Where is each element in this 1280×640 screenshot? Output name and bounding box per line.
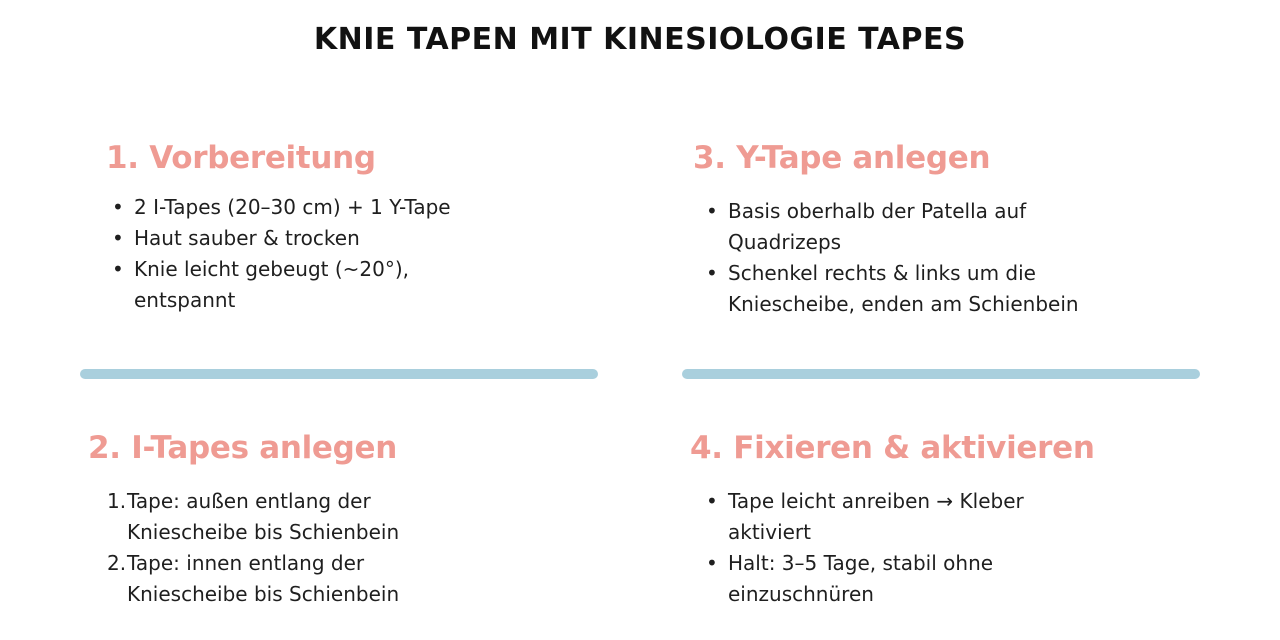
preparation-list [108, 192, 468, 316]
list-item: • 2 I-Tapes (20–30 cm) + 1 Y-Tape [108, 192, 468, 223]
list-number: 2. [107, 551, 127, 575]
list-item-text: Tape: außen entlang der Kniescheibe bis Schienbein [127, 489, 400, 544]
section-fixing [690, 430, 1250, 610]
list-number: 1. [107, 489, 127, 513]
section-heading-i-tapes: 2. I-Tapes anlegen [88, 430, 398, 466]
i-tapes-list [107, 486, 427, 610]
list-item: • Haut sauber & trocken [108, 223, 468, 254]
section-i-tapes [88, 430, 588, 610]
list-item: • Basis oberhalb der Patella auf Quadrizeps [702, 196, 1102, 258]
section-heading-fixing: 4. Fixieren & aktivieren [690, 430, 1095, 466]
list-item: • Schenkel rechts & links um die Kniescheibe, enden am Schienbein [702, 258, 1102, 320]
page-title: KNIE TAPEN MIT KINESIOLOGIE TAPES [313, 22, 967, 57]
divider-left [80, 369, 598, 379]
fixing-list [702, 486, 1062, 610]
list-item [107, 486, 427, 548]
section-heading-y-tape: 3. Y-Tape anlegen [693, 140, 991, 176]
list-item: • Knie leicht gebeugt (~20°), entspannt [108, 254, 468, 316]
section-heading-preparation: 1. Vorbereitung [106, 140, 376, 176]
list-item: • Tape leicht anreiben → Kleber aktiviert [702, 486, 1062, 548]
divider-right [682, 369, 1200, 379]
section-preparation [106, 140, 606, 316]
y-tape-list [702, 196, 1102, 320]
list-item [107, 548, 427, 610]
section-y-tape [693, 140, 1233, 320]
list-item-text: Tape: innen entlang der Kniescheibe bis Schienbein [127, 551, 400, 606]
list-item: • Halt: 3–5 Tage, stabil ohne einzuschnüren [702, 548, 1062, 610]
